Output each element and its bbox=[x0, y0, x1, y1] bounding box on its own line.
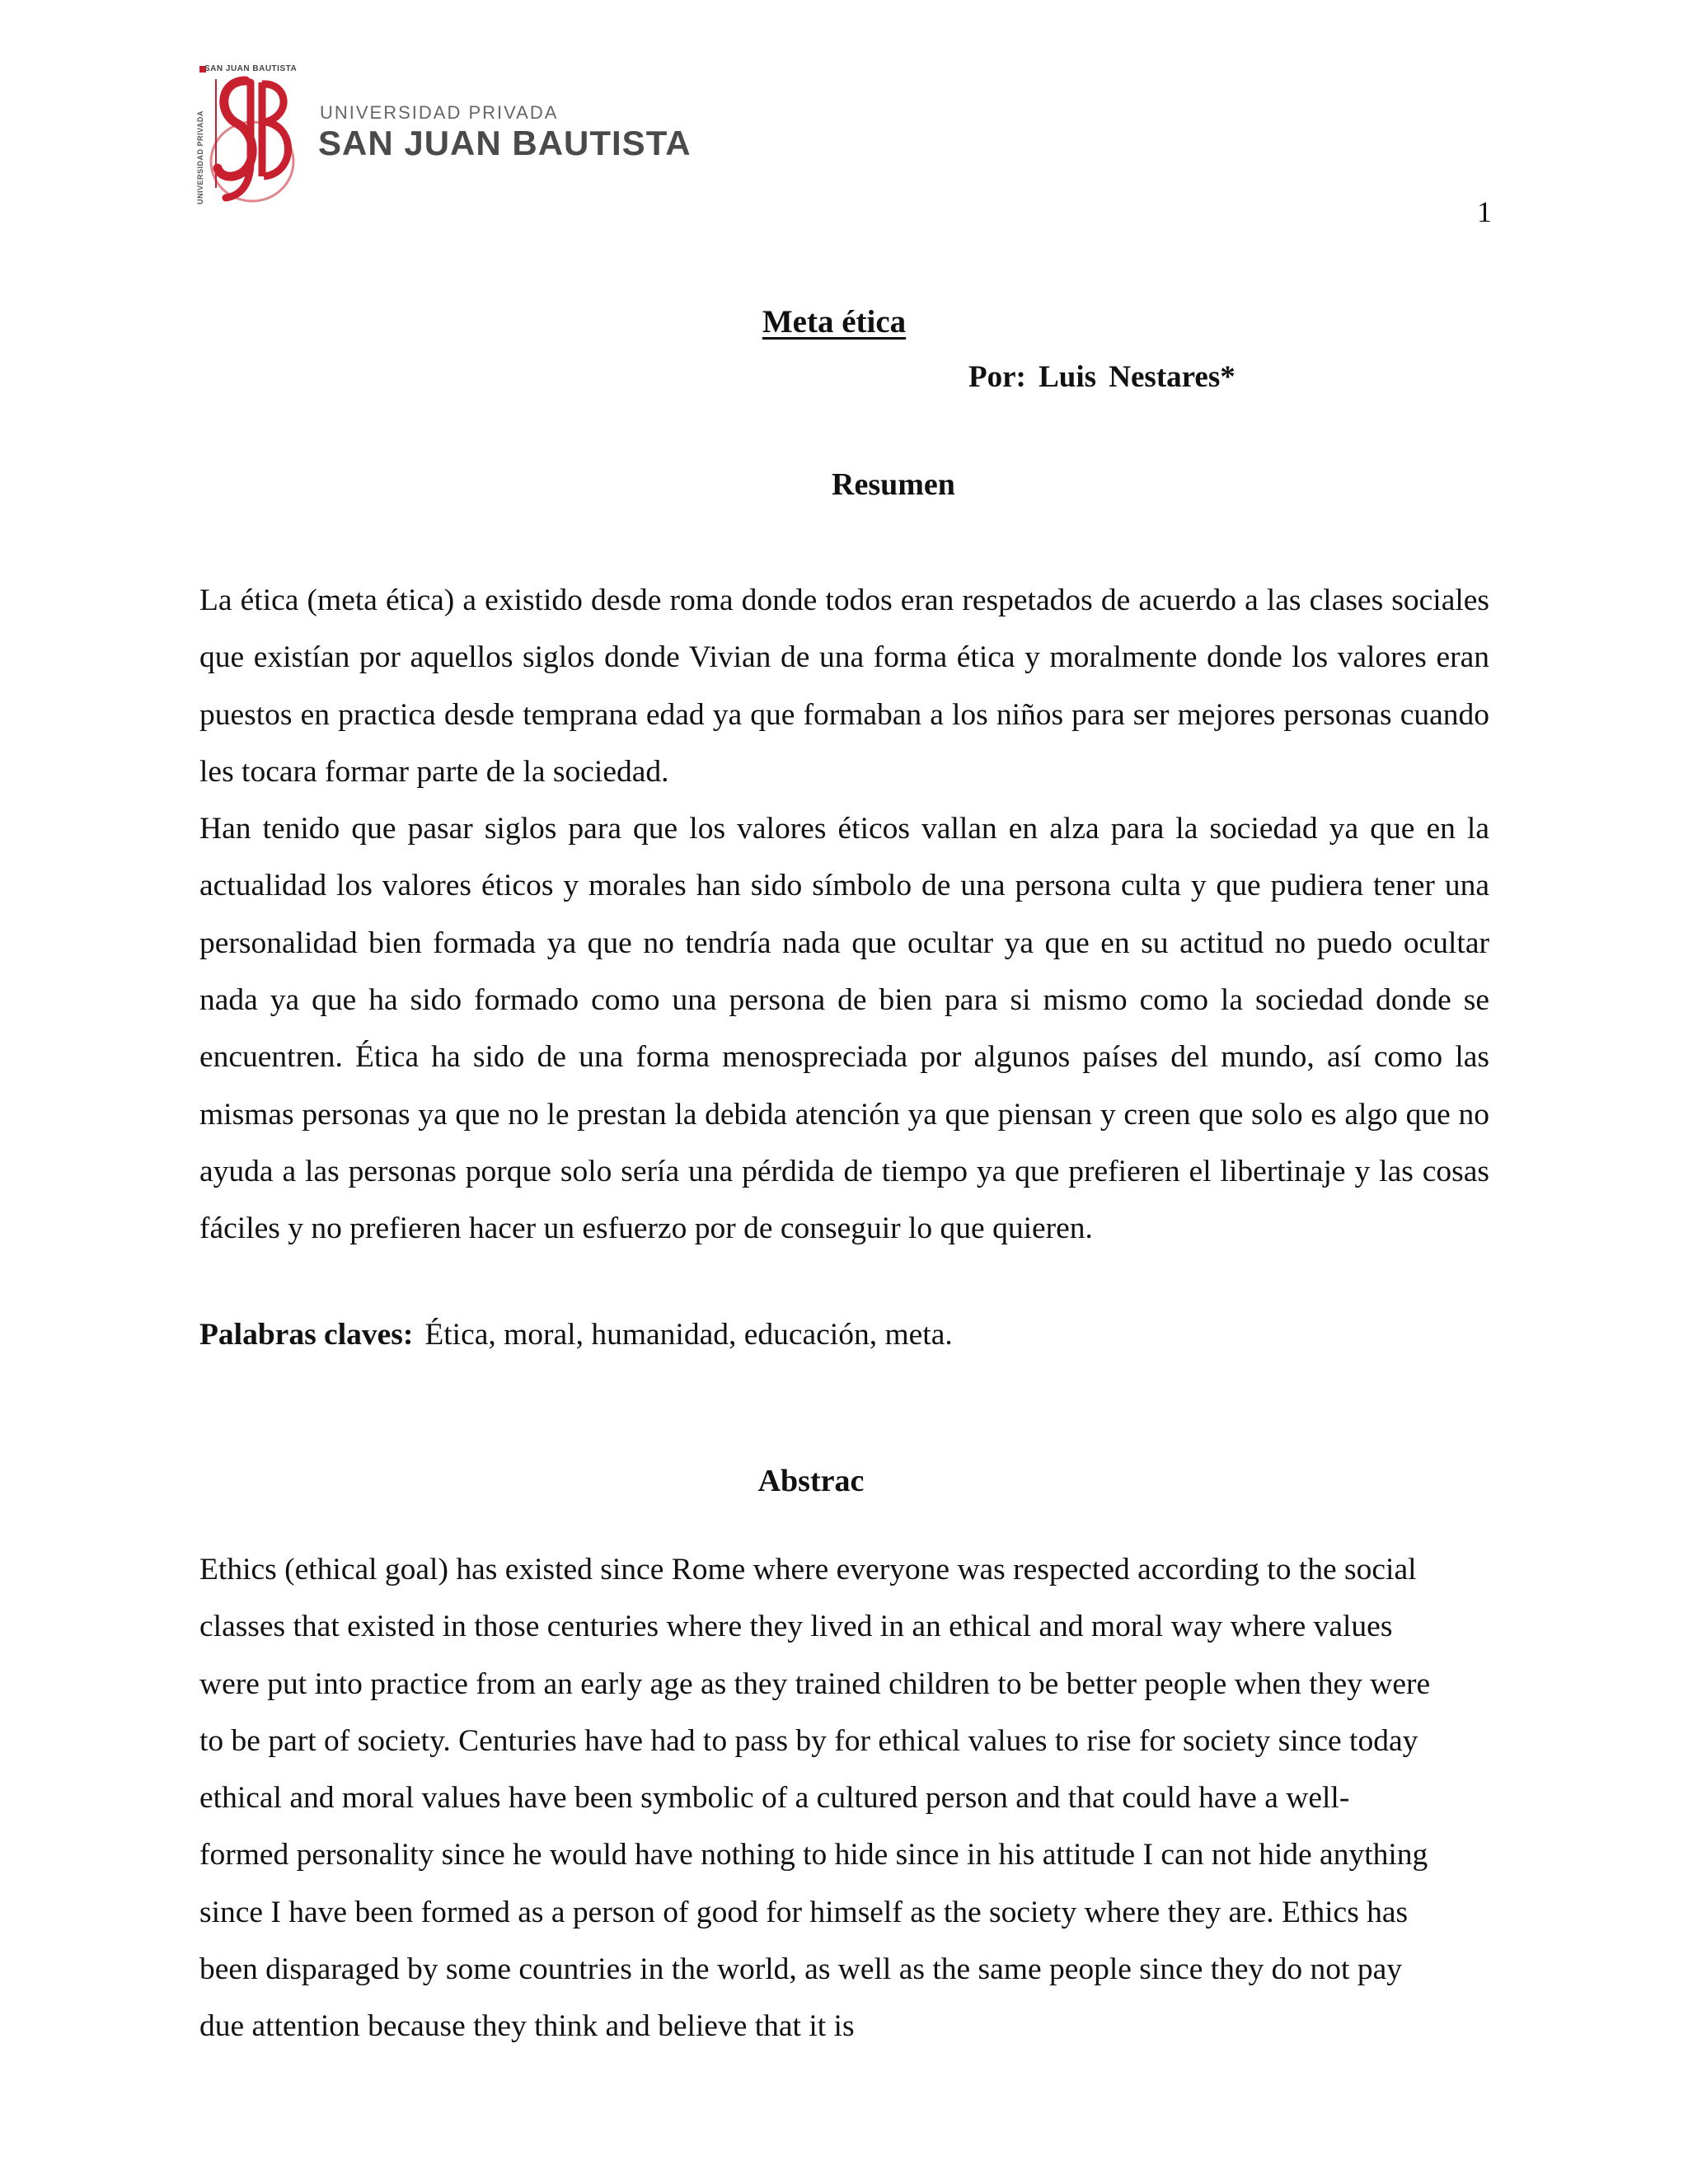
abstract-heading: Abstrac bbox=[757, 1464, 865, 1498]
resumen-body bbox=[199, 572, 1489, 1258]
keywords-list: Ética, moral, humanidad, educación, meta. bbox=[424, 1318, 953, 1352]
abstract-body: Ethics (ethical goal) has existed since Rome where everyone was respected according to the social classes that existed in those centuries where they lived in an ethical and moral way where values were put into practice from an early age as they trained children to be better people when they were to be part of society. Centuries have had to pass by for ethical values to rise for society since today ethical and moral values have been symbolic of a cultured person and that could have a well-formed personality since he would have nothing to hide since in his attitude I can not hide anything since I have been formed as a person of good for himself as the society where they are. Ethics has been disparaged by some countries in the world, as well as the same people since they do not pay due attention because they think and believe that it is bbox=[199, 1553, 1431, 2044]
resumen-paragraph-2: Han tenido que pasar siglos para que los valores éticos vallan en alza para la sociedad ya que en la actualidad los valores éticos y morales han sido símbolo de una persona culta y que pudiera tener una personalidad bien formada ya que no tendría nada que ocultar ya que en su actitud no puedo ocultar nada ya que ha sido formado como una persona de bien para si mismo como la sociedad donde se encuentren. Ética ha sido de una forma menospreciada por algunos países del mundo, así como las mismas personas ya que no le prestan la debida atención ya que piensan y creen que solo es algo que no ayuda a las personas porque solo sería una pérdida de tiempo ya que prefieren el libertinaje y las cosas fáciles y no prefieren hacer un esfuerzo por de conseguir lo que quieren. bbox=[199, 812, 1489, 1246]
resumen-heading: Resumen bbox=[832, 467, 955, 502]
document-title: Meta ética bbox=[762, 304, 907, 340]
resumen-paragraph-1: La ética (meta ética) a existido desde roma donde todos eran respetados de acuerdo a las clases sociales que existían por aquellos siglos donde Vivian de una forma ética y moralmente donde los valores eran puestos en practica desde temprana edad ya que formaban a los niños para ser mejores personas cuando les tocara formar parte de la sociedad. bbox=[199, 583, 1489, 789]
keywords-label: Palabras claves: bbox=[199, 1318, 414, 1352]
logo-top-text: SAN JUAN BAUTISTA bbox=[204, 64, 298, 73]
logo-side-text: UNIVERSIDAD PRIVADA bbox=[196, 110, 204, 204]
logo-line2: SAN JUAN BAUTISTA bbox=[318, 124, 692, 162]
author-line: Por: Luis Nestares* bbox=[968, 360, 1236, 394]
sjb-monogram-icon bbox=[196, 64, 297, 203]
document-title-wrap bbox=[0, 303, 1688, 340]
page-number: 1 bbox=[1477, 195, 1492, 228]
keywords-line bbox=[199, 1317, 953, 1352]
logo-line1: UNIVERSIDAD PRIVADA bbox=[320, 102, 559, 123]
university-logo bbox=[196, 64, 692, 204]
